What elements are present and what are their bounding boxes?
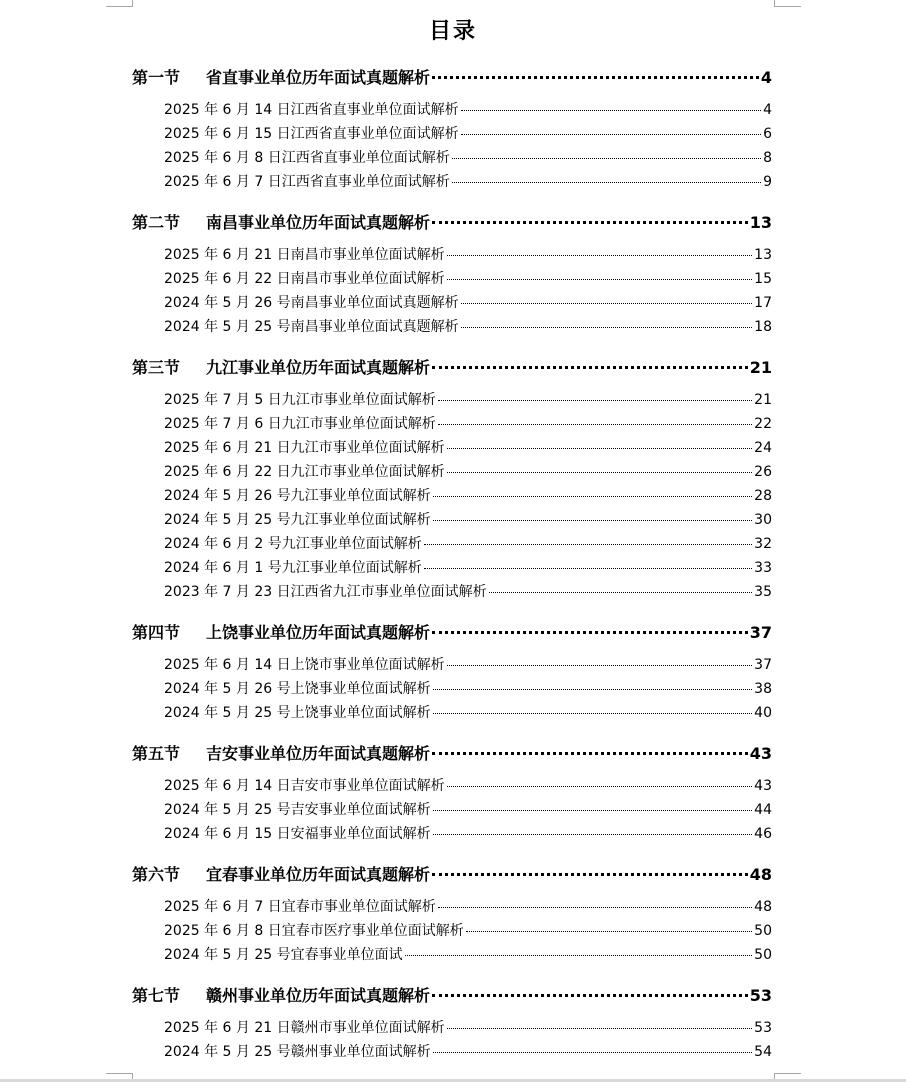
toc-section-label	[132, 617, 430, 649]
toc-section-heading[interactable]	[132, 980, 772, 1012]
toc-section-page-number: 53	[749, 986, 772, 1005]
toc-entry-title: 2024 年 5 月 25 号南昌事业单位面试真题解析	[164, 319, 459, 335]
toc-entry-page-number: 33	[754, 560, 772, 576]
toc-section-title: 吉安事业单位历年面试真题解析	[206, 744, 431, 763]
toc-entry[interactable]	[132, 1016, 772, 1040]
toc-entry-title: 2025 年 7 月 5 日九江市事业单位面试解析	[164, 392, 436, 408]
toc-entry-page-number: 35	[754, 584, 772, 600]
toc-section	[132, 980, 772, 1064]
toc-section-heading[interactable]	[132, 617, 772, 649]
toc-entry-page-number: 53	[754, 1020, 772, 1036]
toc-entry-page-number: 17	[754, 295, 772, 311]
toc-entry-title: 2025 年 6 月 22 日九江市事业单位面试解析	[164, 464, 445, 480]
toc-section-heading[interactable]	[132, 738, 772, 770]
toc-entry[interactable]	[132, 556, 772, 580]
toc-dot-leader	[424, 544, 752, 545]
toc-dot-leader	[433, 834, 753, 835]
toc-section-label	[132, 352, 430, 384]
toc-entry-page-number: 13	[754, 247, 772, 263]
toc-section-label	[132, 207, 430, 239]
toc-section-number: 第四节	[132, 623, 181, 642]
toc-dot-leader	[433, 1052, 753, 1053]
toc-section-label	[132, 62, 430, 94]
toc-entry[interactable]	[132, 267, 772, 291]
toc-entry-title: 2025 年 6 月 21 日南昌市事业单位面试解析	[164, 247, 445, 263]
toc-entry-title: 2025 年 6 月 21 日赣州市事业单位面试解析	[164, 1020, 445, 1036]
toc-section-page-number: 48	[749, 865, 772, 884]
toc-section-number: 第三节	[132, 358, 181, 377]
toc-dot-leader	[432, 873, 748, 876]
toc-section-title: 上饶事业单位历年面试真题解析	[206, 623, 431, 642]
toc-dot-leader	[432, 76, 759, 79]
toc-dot-leader	[447, 279, 753, 280]
toc-section-title: 省直事业单位历年面试真题解析	[206, 68, 431, 87]
toc-entry-page-number: 50	[754, 947, 772, 963]
toc-entry[interactable]	[132, 653, 772, 677]
toc-entry-page-number: 4	[763, 102, 772, 118]
toc-entry-title: 2024 年 5 月 26 号南昌事业单位面试真题解析	[164, 295, 459, 311]
toc-entry[interactable]	[132, 943, 772, 967]
toc-entry-page-number: 22	[754, 416, 772, 432]
toc-entry-title: 2024 年 5 月 25 号上饶事业单位面试解析	[164, 705, 431, 721]
toc-section-title: 南昌事业单位历年面试真题解析	[206, 213, 431, 232]
toc-section	[132, 738, 772, 846]
toc-section-title: 宜春事业单位历年面试真题解析	[206, 865, 431, 884]
toc-dot-leader	[452, 158, 761, 159]
toc-entry-page-number: 46	[754, 826, 772, 842]
toc-entry[interactable]	[132, 774, 772, 798]
toc-section-page-number: 13	[749, 213, 772, 232]
toc-entry[interactable]	[132, 412, 772, 436]
toc-dot-leader	[438, 424, 752, 425]
toc-entry[interactable]	[132, 508, 772, 532]
toc-entry-title: 2025 年 6 月 21 日九江市事业单位面试解析	[164, 440, 445, 456]
page-corner-mark	[106, 0, 133, 7]
toc-entry-title: 2025 年 6 月 7 日宜春市事业单位面试解析	[164, 899, 436, 915]
toc-entry-title: 2025 年 6 月 14 日江西省直事业单位面试解析	[164, 102, 459, 118]
toc-entry-page-number: 24	[754, 440, 772, 456]
toc-dot-leader	[432, 752, 748, 755]
toc-entry-title: 2025 年 6 月 15 日江西省直事业单位面试解析	[164, 126, 459, 142]
toc-dot-leader	[433, 689, 753, 690]
toc-section-label	[132, 738, 430, 770]
toc-section-title: 赣州事业单位历年面试真题解析	[206, 986, 431, 1005]
toc-entry-title: 2024 年 5 月 25 号宜春事业单位面试	[164, 947, 403, 963]
toc-section-heading[interactable]	[132, 859, 772, 891]
toc-section-page-number: 4	[760, 68, 772, 87]
toc-dot-leader	[405, 955, 753, 956]
toc-dot-leader	[433, 713, 753, 714]
toc-entry-title: 2024 年 6 月 15 日安福事业单位面试解析	[164, 826, 431, 842]
toc-entry-page-number: 48	[754, 899, 772, 915]
toc-entry[interactable]	[132, 580, 772, 604]
toc-section-number: 第一节	[132, 68, 181, 87]
toc-entry[interactable]	[132, 243, 772, 267]
toc-section-page-number: 37	[749, 623, 772, 642]
toc-section-heading[interactable]	[132, 352, 772, 384]
toc-dot-leader	[432, 631, 748, 634]
toc-entry[interactable]	[132, 170, 772, 194]
toc-section-label	[132, 859, 430, 891]
toc-dot-leader	[433, 810, 753, 811]
toc-entry-title: 2024 年 5 月 26 号上饶事业单位面试解析	[164, 681, 431, 697]
toc-entry-page-number: 8	[763, 150, 772, 166]
toc-entry-title: 2025 年 6 月 14 日上饶市事业单位面试解析	[164, 657, 445, 673]
toc-section-heading[interactable]	[132, 62, 772, 94]
toc-entry[interactable]	[132, 122, 772, 146]
toc-section	[132, 352, 772, 604]
toc-section	[132, 859, 772, 967]
toc-entry[interactable]	[132, 798, 772, 822]
toc-entry[interactable]	[132, 919, 772, 943]
toc-entry-page-number: 43	[754, 778, 772, 794]
toc-section	[132, 207, 772, 339]
toc-entry-title: 2025 年 6 月 14 日吉安市事业单位面试解析	[164, 778, 445, 794]
toc-dot-leader	[432, 221, 748, 224]
toc-entry-title: 2025 年 6 月 8 日宜春市医疗事业单位面试解析	[164, 923, 464, 939]
toc-entry-page-number: 26	[754, 464, 772, 480]
toc-section	[132, 617, 772, 725]
toc-section-page-number: 43	[749, 744, 772, 763]
table-of-contents	[132, 62, 772, 1077]
toc-entry[interactable]	[132, 460, 772, 484]
toc-section	[132, 62, 772, 194]
toc-entry-page-number: 6	[763, 126, 772, 142]
toc-entry[interactable]	[132, 1040, 772, 1064]
page-corner-mark	[774, 0, 801, 7]
toc-dot-leader	[461, 134, 761, 135]
toc-entry-page-number: 54	[754, 1044, 772, 1060]
toc-entry[interactable]	[132, 436, 772, 460]
toc-dot-leader	[438, 400, 752, 401]
toc-dot-leader	[461, 327, 753, 328]
toc-entry[interactable]	[132, 895, 772, 919]
toc-dot-leader	[447, 472, 753, 473]
toc-entry-title: 2024 年 5 月 25 号赣州事业单位面试解析	[164, 1044, 431, 1060]
toc-dot-leader	[447, 665, 753, 666]
toc-entry[interactable]	[132, 146, 772, 170]
toc-entry[interactable]	[132, 98, 772, 122]
toc-entry-title: 2025 年 6 月 7 日江西省直事业单位面试解析	[164, 174, 450, 190]
toc-dot-leader	[447, 255, 753, 256]
toc-dot-leader	[433, 520, 753, 521]
toc-dot-leader	[432, 366, 748, 369]
toc-dot-leader	[447, 448, 753, 449]
toc-entry-title: 2025 年 6 月 22 日南昌市事业单位面试解析	[164, 271, 445, 287]
toc-entry-page-number: 18	[754, 319, 772, 335]
toc-entry-page-number: 9	[763, 174, 772, 190]
toc-entry-page-number: 21	[754, 392, 772, 408]
toc-title: 目录	[428, 19, 477, 44]
toc-section-title: 九江事业单位历年面试真题解析	[206, 358, 431, 377]
toc-section-label	[132, 980, 430, 1012]
toc-entry-page-number: 30	[754, 512, 772, 528]
toc-dot-leader	[461, 110, 761, 111]
toc-section-heading[interactable]	[132, 207, 772, 239]
toc-entry[interactable]	[132, 484, 772, 508]
toc-entry-page-number: 40	[754, 705, 772, 721]
toc-dot-leader	[424, 568, 752, 569]
toc-dot-leader	[438, 907, 752, 908]
toc-section-number: 第二节	[132, 213, 181, 232]
toc-entry[interactable]	[132, 532, 772, 556]
toc-entry-title: 2024 年 5 月 26 号九江事业单位面试解析	[164, 488, 431, 504]
toc-entry[interactable]	[132, 822, 772, 846]
toc-section-number: 第五节	[132, 744, 181, 763]
toc-entry[interactable]	[132, 677, 772, 701]
toc-entry[interactable]	[132, 291, 772, 315]
toc-entry-title: 2024 年 6 月 1 号九江事业单位面试解析	[164, 560, 422, 576]
toc-entry-title: 2024 年 5 月 25 号吉安事业单位面试解析	[164, 802, 431, 818]
toc-entry-page-number: 38	[754, 681, 772, 697]
toc-entry-title: 2025 年 7 月 6 日九江市事业单位面试解析	[164, 416, 436, 432]
toc-entry[interactable]	[132, 701, 772, 725]
toc-entry-page-number: 44	[754, 802, 772, 818]
toc-section-number: 第七节	[132, 986, 181, 1005]
toc-dot-leader	[461, 303, 753, 304]
toc-entry[interactable]	[132, 388, 772, 412]
toc-dot-leader	[447, 786, 753, 787]
toc-entry-page-number: 32	[754, 536, 772, 552]
toc-section-page-number: 21	[749, 358, 772, 377]
toc-entry-page-number: 37	[754, 657, 772, 673]
toc-dot-leader	[433, 496, 753, 497]
toc-entry-page-number: 28	[754, 488, 772, 504]
toc-dot-leader	[447, 1028, 753, 1029]
toc-entry[interactable]	[132, 315, 772, 339]
toc-dot-leader	[432, 994, 748, 997]
toc-entry-page-number: 15	[754, 271, 772, 287]
toc-section-number: 第六节	[132, 865, 181, 884]
toc-entry-page-number: 50	[754, 923, 772, 939]
toc-dot-leader	[489, 592, 753, 593]
toc-entry-title: 2023 年 7 月 23 日江西省九江市事业单位面试解析	[164, 584, 487, 600]
toc-entry-title: 2025 年 6 月 8 日江西省直事业单位面试解析	[164, 150, 450, 166]
toc-entry-title: 2024 年 6 月 2 号九江事业单位面试解析	[164, 536, 422, 552]
toc-dot-leader	[466, 931, 752, 932]
toc-dot-leader	[452, 182, 761, 183]
toc-entry-title: 2024 年 5 月 25 号九江事业单位面试解析	[164, 512, 431, 528]
